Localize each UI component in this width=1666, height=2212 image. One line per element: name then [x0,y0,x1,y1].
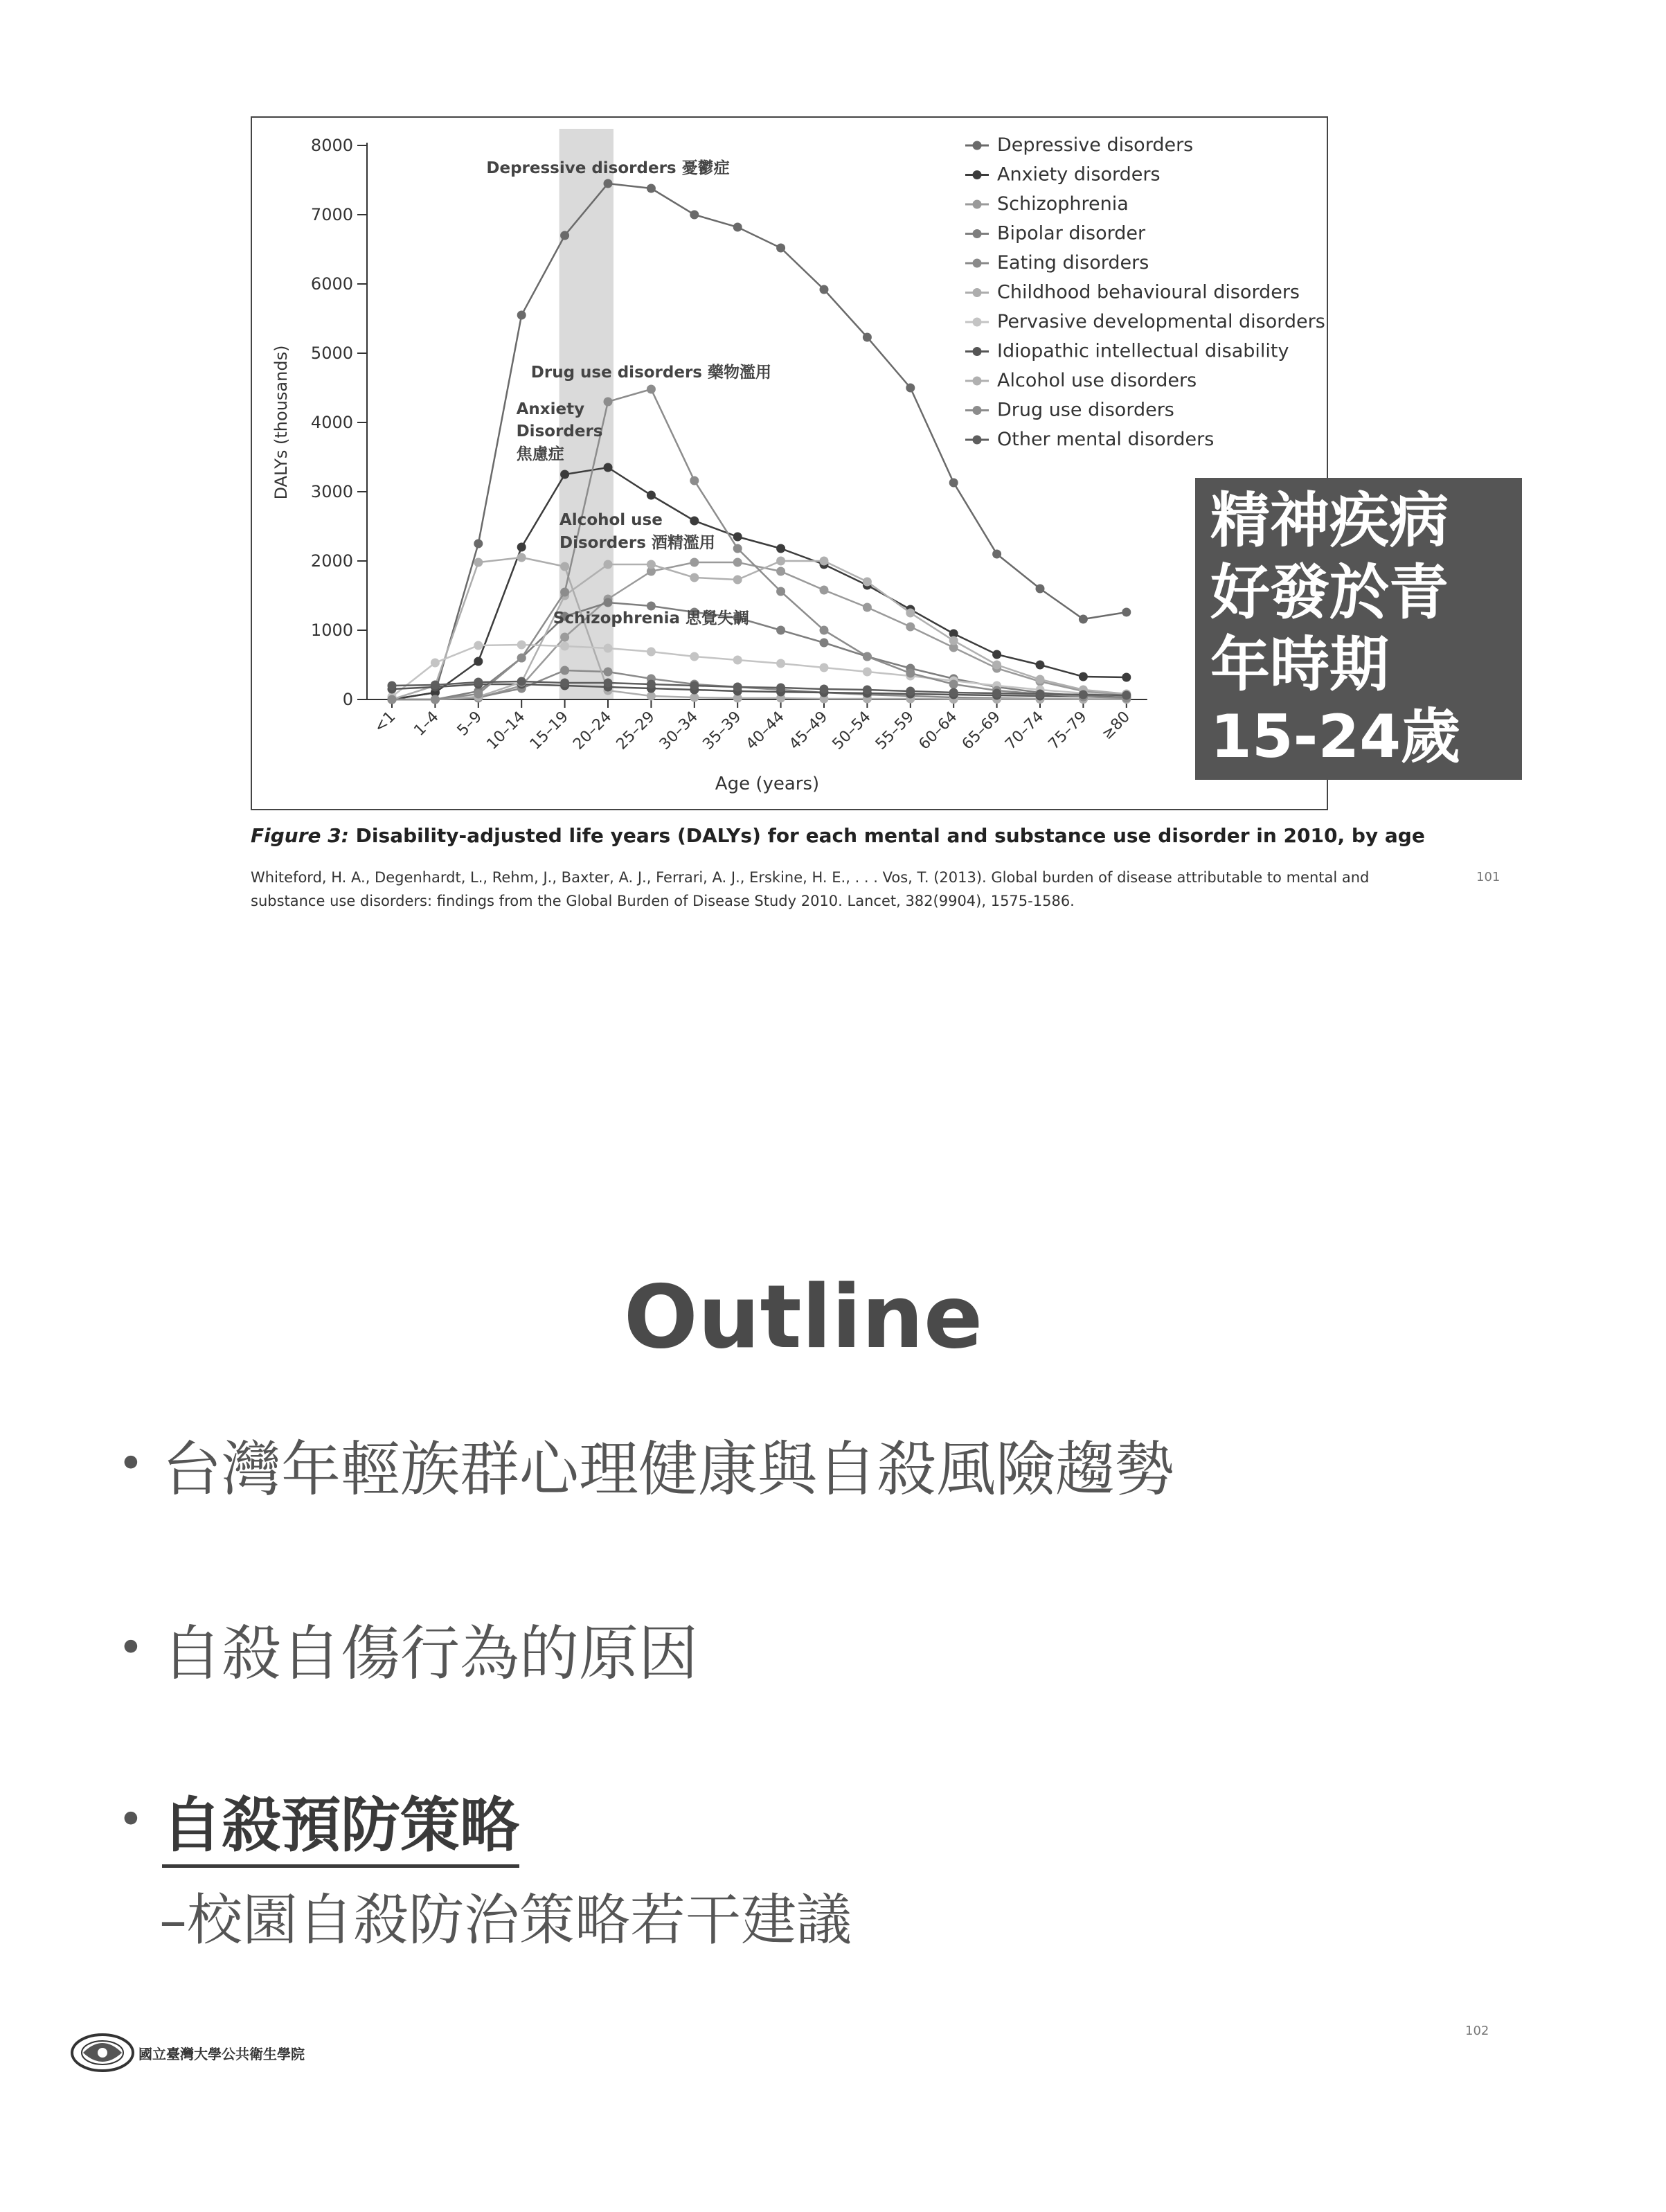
callout-line: 年時期 [1210,630,1389,699]
legend-label: Childhood behavioural disorders [997,281,1300,303]
legend-marker [973,377,982,386]
data-point [1036,675,1045,684]
legend-label: Eating disorders [997,252,1149,274]
bullet-item [118,1421,1174,1507]
series-line [392,558,1127,699]
data-point [647,491,656,500]
data-point [474,657,483,666]
bullet-text: 台灣年輕族群心理健康與自殺風險趨勢 [162,1435,1174,1504]
data-point [388,695,397,704]
x-tick-label: 5–9 [454,708,486,740]
data-point [906,609,915,618]
bullet-dot: • [118,1623,144,1674]
data-point [690,476,699,485]
x-tick-label: 45–49 [786,708,832,753]
data-point [517,553,526,562]
data-point [690,558,699,567]
data-point [517,543,526,552]
data-point [560,562,569,571]
data-point [604,463,613,472]
x-tick-label: 15–19 [526,708,572,753]
data-point [474,539,483,548]
dalys-line-chart [252,118,1327,809]
x-tick-label: 25–29 [613,708,659,753]
data-point [474,678,483,687]
data-point [431,659,440,668]
footer-institution: 國立臺灣大學公共衛生學院 [138,2046,305,2062]
y-tick-label: 2000 [310,551,353,571]
data-point [863,668,872,677]
legend-marker [973,436,982,445]
data-point [776,659,785,668]
data-point [733,656,742,665]
x-tick-label: 60–64 [915,708,961,753]
data-point [560,231,569,240]
data-point [992,689,1001,698]
x-tick-label: 65–69 [958,708,1004,753]
data-point [949,688,958,697]
data-point [776,567,785,576]
data-point [776,544,785,553]
data-point [647,184,656,193]
x-tick-label: 75–79 [1045,708,1091,753]
data-point [647,648,656,657]
bullet-item-highlighted [118,1777,519,1863]
figure-caption [251,824,1425,847]
data-point [474,641,483,650]
data-point [560,679,569,688]
y-tick-label: 4000 [310,413,353,432]
data-point [906,669,915,678]
chart-annotation: 焦慮症 [516,445,564,463]
data-point [863,603,872,612]
data-point [1036,690,1045,699]
data-point [820,586,829,595]
data-point [604,598,613,607]
data-point [690,517,699,526]
data-point [776,557,785,566]
data-point [733,223,742,232]
x-axis-label: Age (years) [715,774,820,794]
x-tick-label: 10–14 [483,708,529,753]
data-point [690,681,699,690]
data-point [604,560,613,569]
data-point [776,626,785,635]
legend-label: Depressive disorders [997,134,1194,156]
chart-annotation: Disorders 酒精濫用 [559,534,715,552]
data-point [388,681,397,690]
chart-annotation: Depressive disorders 憂鬱症 [486,159,730,177]
data-point [863,652,872,661]
data-point [733,683,742,692]
x-tick-label: 70–74 [1002,708,1048,753]
legend-marker [973,288,982,297]
data-point [431,681,440,690]
data-point [690,211,699,220]
bullet-dot: • [118,1794,144,1846]
data-point [431,695,440,704]
data-point [517,641,526,650]
data-point [560,642,569,651]
y-tick-label: 0 [342,690,353,709]
data-point [906,384,915,393]
chart-annotation: Disorders [516,422,603,440]
data-point [474,558,483,567]
data-point [1122,691,1131,700]
data-point [560,470,569,479]
y-tick-label: 6000 [310,274,353,294]
data-point [733,558,742,567]
data-point [863,578,872,587]
x-tick-label: 20–24 [570,708,616,753]
y-tick-label: 7000 [310,205,353,224]
data-point [906,623,915,632]
x-tick-label: <1 [370,708,400,737]
bullet-text: 自殺自傷行為的原因 [162,1619,698,1688]
legend-label: Other mental disorders [997,429,1215,450]
legend-label: Bipolar disorder [997,222,1146,244]
data-point [949,680,958,689]
callout-line: 好發於青 [1210,558,1449,627]
data-point [992,550,1001,559]
university-logo-icon [69,2031,136,2078]
slide-title: Outline [623,1266,983,1368]
data-point [820,685,829,694]
data-point [820,663,829,672]
data-point [604,398,613,407]
data-point [820,285,829,294]
series-line [392,562,1127,699]
legend-marker [973,318,982,327]
legend-marker [973,406,982,415]
data-point [647,680,656,689]
bullet-item [118,1605,698,1691]
data-point [1079,672,1088,681]
data-point [776,684,785,693]
series-line [392,561,1127,699]
sub-bullet: –校園自殺防治策略若干建議 [159,1888,852,1952]
data-point [647,560,656,569]
x-tick-label: ≥80 [1098,708,1134,744]
data-point [776,587,785,596]
bullet-dot: • [118,1438,144,1490]
data-point [517,677,526,686]
citation: Whiteford, H. A., Degenhardt, L., Rehm, J., Baxter, A. J., Ferrari, A. J., Erskine, H. E., . . . Vos, T. (2013). Global burden of disease attributable to mental and substance use disorders: findings from the Global Burden of Disease Study 2010. Lancet, 382(9904), 1575-1586. [251,869,1370,909]
callout-box [1195,478,1522,780]
data-point [604,679,613,688]
legend-label: Anxiety disorders [997,163,1161,186]
legend-label: Schizophrenia [997,193,1129,215]
data-point [560,666,569,675]
y-tick-label: 3000 [310,482,353,501]
y-tick-label: 1000 [310,621,353,640]
data-point [517,654,526,663]
data-point [647,385,656,394]
y-tick-label: 5000 [310,344,353,363]
figure-label: Figure 3: [251,824,349,847]
data-point [776,244,785,253]
data-point [560,588,569,597]
x-tick-label: 55–59 [872,708,918,753]
data-point [517,311,526,320]
x-tick-label: 30–34 [656,708,702,753]
data-point [604,179,613,188]
legend-marker [973,259,982,268]
data-point [733,544,742,553]
data-point [906,687,915,696]
legend-label: Alcohol use disorders [997,370,1197,391]
figure-caption-text: Disability-adjusted life years (DALYs) for each mental and substance use disorder in 2010, by age [348,824,1425,847]
data-point [604,644,613,653]
legend-label: Pervasive developmental disorders [997,311,1325,332]
y-axis-label: DALYs (thousands) [271,345,291,500]
legend-marker [973,347,982,356]
callout-line: 精神疾病 [1210,486,1449,555]
chart-annotation: Schizophrenia 思覺失調 [553,609,750,627]
data-point [560,633,569,642]
chart-annotation: Drug use disorders 藥物濫用 [530,364,772,382]
chart-annotation: Alcohol use [559,511,663,529]
chart-annotation: Anxiety [516,400,585,418]
data-point [1122,608,1131,617]
data-point [1079,690,1088,699]
legend-marker [973,200,982,209]
legend-marker [973,170,982,179]
x-tick-label: 1–4 [411,708,442,740]
data-point [690,573,699,582]
data-point [992,650,1001,659]
legend-marker [973,229,982,238]
callout-line: 15-24歲 [1210,702,1461,771]
y-tick-label: 8000 [310,136,353,155]
data-point [1036,661,1045,670]
page-number: 102 [1465,2024,1489,2038]
data-point [1079,615,1088,624]
data-point [949,479,958,488]
data-point [820,626,829,635]
data-point [733,533,742,542]
data-point [733,576,742,585]
series-line [392,467,1127,699]
data-point [863,686,872,695]
data-point [992,661,1001,670]
data-point [1122,673,1131,682]
data-point [604,668,613,677]
bullet-text: 自殺預防策略 [162,1791,519,1868]
legend-label: Drug use disorders [997,399,1174,421]
data-point [820,557,829,566]
page-number: 101 [1476,870,1501,884]
x-tick-label: 40–44 [742,708,788,753]
data-point [949,636,958,645]
chart-frame [251,116,1328,810]
legend-label: Idiopathic intellectual disability [997,340,1289,362]
data-point [474,690,483,699]
x-tick-label: 35–39 [699,708,745,753]
data-point [820,639,829,648]
x-tick-label: 50–54 [829,708,875,753]
data-point [1036,585,1045,594]
data-point [690,652,699,661]
legend-marker [973,141,982,150]
data-point [863,333,872,342]
